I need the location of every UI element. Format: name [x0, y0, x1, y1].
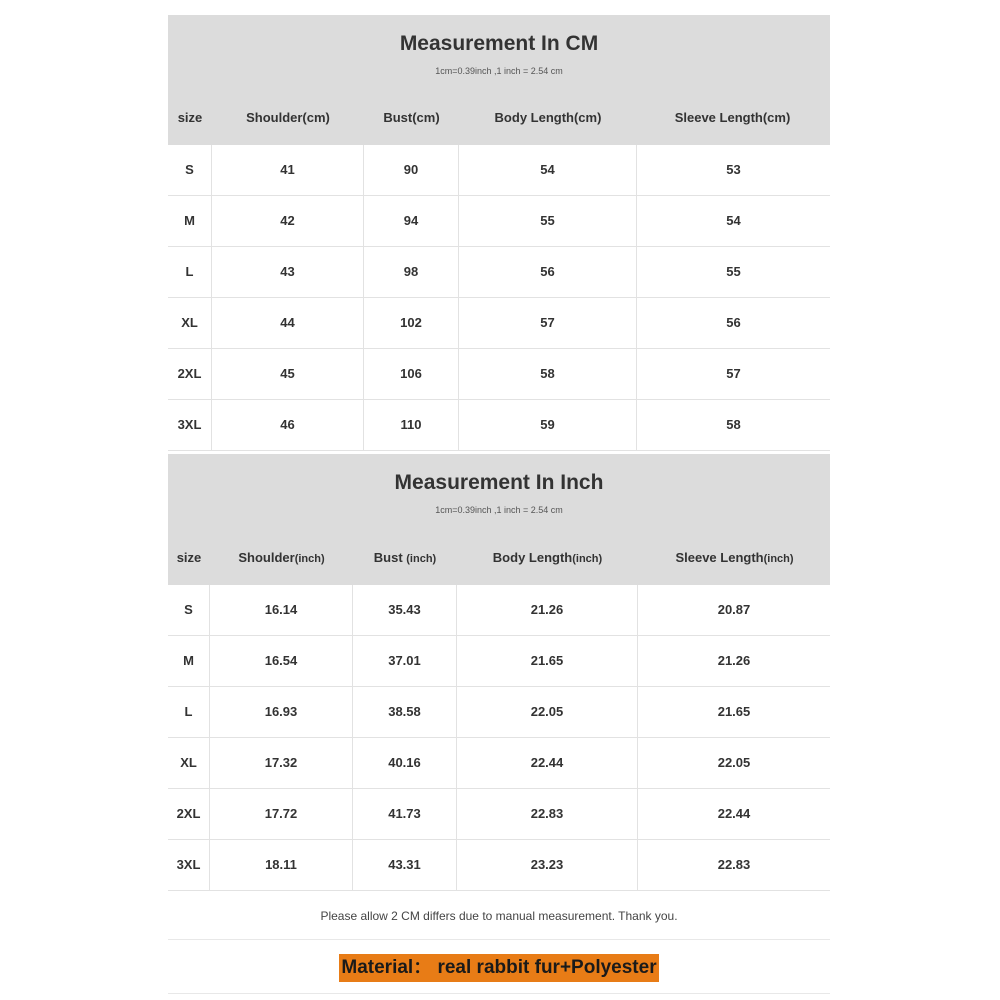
table-cell: 59 — [459, 400, 637, 450]
inch-col-bust — [353, 550, 457, 565]
table-cell: 22.44 — [717, 806, 751, 821]
table-row — [168, 247, 830, 298]
table-cell: 42 — [212, 196, 364, 246]
table-cell: 38.58 — [353, 687, 457, 737]
table-cell: 43.31 — [353, 840, 457, 890]
table-cell: L — [168, 687, 210, 737]
table-cell: S — [168, 585, 210, 635]
table-row — [168, 840, 830, 891]
cm-col-shoulder: Shoulder(cm) — [246, 110, 330, 125]
table-cell: 18.11 — [210, 840, 353, 890]
table-cell: 22.44 — [457, 738, 638, 788]
table-cell: 43 — [212, 247, 364, 297]
table-cell: 21.65 — [717, 704, 751, 719]
table-cell: L — [168, 247, 212, 297]
inch-col-shoulder — [210, 550, 353, 565]
table-cell: 98 — [364, 247, 459, 297]
table-cell: 16.14 — [210, 585, 353, 635]
table-cell: 44 — [212, 298, 364, 348]
table-cell: 106 — [364, 349, 459, 399]
table-cell: S — [168, 145, 212, 195]
table-cell: 110 — [364, 400, 459, 450]
inch-table-body — [168, 585, 830, 891]
table-cell: 17.32 — [210, 738, 353, 788]
cm-table — [168, 15, 830, 451]
table-row — [168, 738, 830, 789]
table-cell: 58 — [459, 349, 637, 399]
table-row — [168, 636, 830, 687]
inch-col-bust-unit: (inch) — [406, 553, 437, 565]
cm-col-sleeve-length: Sleeve Length(cm) — [674, 110, 791, 125]
table-cell: 16.54 — [210, 636, 353, 686]
inch-col-body-length-label: Body Length — [492, 550, 573, 565]
table-cell: XL — [168, 738, 210, 788]
inch-col-sleeve-length-label: Sleeve Length — [675, 550, 764, 565]
inch-table-title: Measurement In Inch — [394, 471, 604, 494]
inch-col-bust-label: Bust — [373, 550, 407, 565]
cm-table-header — [168, 15, 830, 145]
table-cell: 54 — [459, 145, 637, 195]
inch-table-header — [168, 454, 830, 585]
table-cell: 20.87 — [717, 602, 751, 617]
table-cell: M — [168, 196, 212, 246]
cm-table-subtitle: 1cm=0.39inch ,1 inch = 2.54 cm — [435, 66, 563, 76]
table-cell: 90 — [364, 145, 459, 195]
table-cell: 57 — [726, 366, 741, 381]
table-cell: 17.72 — [210, 789, 353, 839]
table-cell: 45 — [212, 349, 364, 399]
table-cell: 23.23 — [457, 840, 638, 890]
table-cell: 3XL — [168, 840, 210, 890]
table-cell: 21.65 — [457, 636, 638, 686]
table-row — [168, 298, 830, 349]
table-cell: 41 — [212, 145, 364, 195]
inch-col-sleeve-length — [638, 550, 831, 565]
cm-table-title: Measurement In CM — [399, 32, 599, 55]
table-cell: 40.16 — [353, 738, 457, 788]
inch-col-body-length-unit: (inch) — [572, 553, 603, 565]
cm-col-size: size — [177, 110, 203, 125]
table-cell: M — [168, 636, 210, 686]
table-cell: 22.05 — [717, 755, 751, 770]
inch-table — [168, 454, 830, 891]
table-cell: 3XL — [168, 400, 212, 450]
material-banner — [168, 942, 830, 994]
cm-table-body — [168, 145, 830, 451]
table-cell: 37.01 — [353, 636, 457, 686]
table-cell: 57 — [459, 298, 637, 348]
table-cell: 22.83 — [717, 857, 751, 872]
table-cell: XL — [168, 298, 212, 348]
table-row — [168, 145, 830, 196]
table-cell: 2XL — [168, 789, 210, 839]
table-cell: 56 — [459, 247, 637, 297]
table-cell: 22.83 — [457, 789, 638, 839]
table-cell: 22.05 — [457, 687, 638, 737]
table-row — [168, 196, 830, 247]
table-cell: 21.26 — [457, 585, 638, 635]
inch-col-body-length — [457, 550, 638, 565]
table-row — [168, 349, 830, 400]
inch-col-size — [168, 550, 210, 565]
cm-col-body-length: Body Length(cm) — [494, 110, 602, 125]
inch-col-shoulder-unit: (inch) — [294, 553, 325, 565]
table-cell: 54 — [726, 213, 741, 228]
table-row — [168, 789, 830, 840]
cm-col-bust: Bust(cm) — [383, 110, 440, 125]
table-row — [168, 400, 830, 451]
table-cell: 53 — [726, 162, 741, 177]
table-cell: 102 — [364, 298, 459, 348]
table-cell: 16.93 — [210, 687, 353, 737]
table-cell: 46 — [212, 400, 364, 450]
table-cell: 2XL — [168, 349, 212, 399]
material-label: Material： real rabbit fur+Polyester — [339, 954, 658, 982]
inch-col-shoulder-label: Shoulder — [238, 550, 295, 565]
inch-col-size-label: size — [176, 550, 202, 565]
table-cell: 94 — [364, 196, 459, 246]
table-cell: 35.43 — [353, 585, 457, 635]
table-cell: 55 — [726, 264, 741, 279]
table-row — [168, 687, 830, 738]
table-cell: 55 — [459, 196, 637, 246]
table-row — [168, 585, 830, 636]
inch-table-subtitle: 1cm=0.39inch ,1 inch = 2.54 cm — [435, 505, 563, 515]
table-cell: 56 — [726, 315, 741, 330]
table-cell: 21.26 — [717, 653, 751, 668]
measurement-note: Please allow 2 CM differs due to manual measurement. Thank you. — [168, 892, 830, 940]
table-cell: 58 — [726, 417, 741, 432]
inch-col-sleeve-length-unit: (inch) — [763, 553, 794, 565]
table-cell: 41.73 — [353, 789, 457, 839]
